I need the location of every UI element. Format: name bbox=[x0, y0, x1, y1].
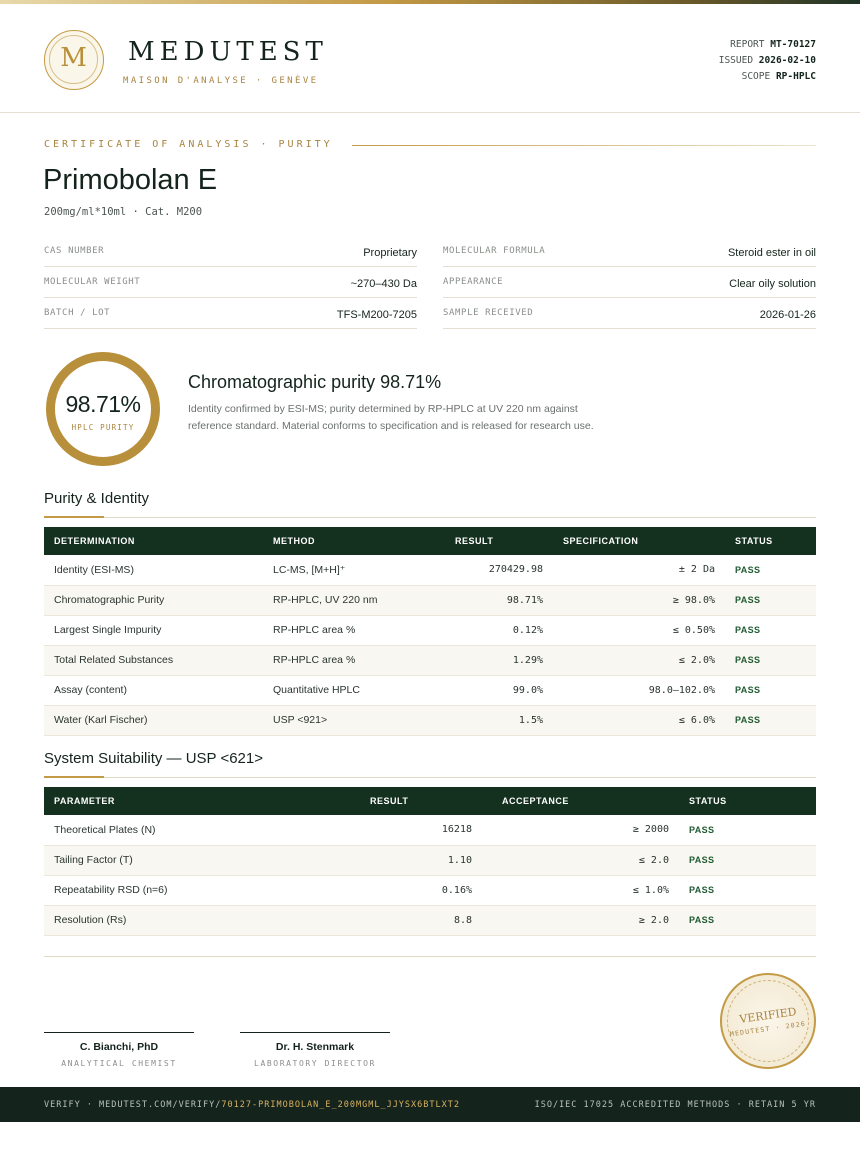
result-cell: 1.29% bbox=[433, 645, 553, 675]
brand-logo bbox=[44, 30, 104, 90]
section-underline bbox=[44, 517, 816, 518]
result-cell: 99.0% bbox=[433, 675, 553, 705]
parameter-cell: Tailing Factor (T) bbox=[44, 845, 360, 875]
table-row bbox=[44, 645, 816, 675]
table-row bbox=[44, 705, 816, 735]
determination-cell: Water (Karl Fischer) bbox=[44, 705, 263, 735]
kicker-divider bbox=[352, 145, 816, 146]
status-badge: PASS bbox=[679, 815, 816, 845]
table-header-row bbox=[44, 527, 816, 555]
table-header-row bbox=[44, 787, 816, 815]
product-subtitle: 200mg/ml*10ml · Cat. M200 bbox=[44, 206, 203, 218]
report-label: REPORT bbox=[730, 39, 765, 50]
purity-ring-label: HPLC PURITY bbox=[71, 423, 135, 432]
acceptance-cell: ≤ 2.0 bbox=[482, 845, 679, 875]
result-cell: 16218 bbox=[360, 815, 482, 845]
column-header: STATUS bbox=[725, 527, 816, 555]
signature-block bbox=[240, 1032, 390, 1068]
signatory-role: LABORATORY DIRECTOR bbox=[254, 1059, 376, 1068]
verify-line bbox=[44, 1100, 460, 1110]
product-title: Primobolan E bbox=[43, 164, 218, 196]
method-cell: USP <921> bbox=[263, 705, 433, 735]
seal-text: VERIFIED bbox=[738, 1005, 798, 1026]
method-cell: LC-MS, [M+H]⁺ bbox=[263, 555, 433, 585]
status-badge: PASS bbox=[725, 645, 816, 675]
status-badge: PASS bbox=[679, 845, 816, 875]
determination-cell: Identity (ESI-MS) bbox=[44, 555, 263, 585]
spec-cell: 98.0–102.0% bbox=[553, 675, 725, 705]
spec-cell: ≥ 98.0% bbox=[553, 585, 725, 615]
logo-letter: M bbox=[60, 43, 87, 73]
property-row bbox=[443, 236, 816, 267]
scope-label: SCOPE bbox=[741, 71, 771, 82]
acceptance-cell: ≤ 1.0% bbox=[482, 875, 679, 905]
table-row bbox=[44, 875, 816, 905]
table-row bbox=[44, 845, 816, 875]
parameter-cell: Repeatability RSD (n=6) bbox=[44, 875, 360, 905]
method-cell: RP-HPLC area % bbox=[263, 615, 433, 645]
system-suitability-table bbox=[44, 787, 816, 936]
signatory-role: ANALYTICAL CHEMIST bbox=[61, 1059, 177, 1068]
brand-subtitle: MAISON D'ANALYSE · GENÈVE bbox=[123, 76, 319, 86]
purity-ring-value: 98.71% bbox=[65, 391, 141, 417]
spec-cell: ± 2 Da bbox=[553, 555, 725, 585]
signatory-name: Dr. H. Stenmark bbox=[275, 1041, 355, 1053]
property-label: MOLECULAR FORMULA bbox=[443, 246, 546, 256]
column-header: DETERMINATION bbox=[44, 527, 263, 555]
spec-cell: ≤ 6.0% bbox=[553, 705, 725, 735]
status-badge: PASS bbox=[725, 555, 816, 585]
spec-cell: ≤ 0.50% bbox=[553, 615, 725, 645]
property-row bbox=[44, 298, 417, 329]
status-badge: PASS bbox=[725, 705, 816, 735]
section-title-suitability: System Suitability — USP <621> bbox=[44, 750, 263, 767]
property-label: BATCH / LOT bbox=[44, 308, 111, 318]
verify-prefix: VERIFY · MEDUTEST.COM/VERIFY/ bbox=[44, 1100, 222, 1110]
status-badge: PASS bbox=[725, 675, 816, 705]
report-meta bbox=[719, 37, 816, 85]
property-value: ~270–430 Da bbox=[350, 278, 417, 290]
property-value: Proprietary bbox=[363, 247, 417, 259]
result-cell: 0.16% bbox=[360, 875, 482, 905]
property-row bbox=[44, 236, 417, 267]
method-cell: RP-HPLC, UV 220 nm bbox=[263, 585, 433, 615]
status-badge: PASS bbox=[679, 905, 816, 935]
determination-cell: Total Related Substances bbox=[44, 645, 263, 675]
property-label: APPEARANCE bbox=[443, 277, 504, 287]
properties-left bbox=[44, 236, 417, 329]
issued-label: ISSUED bbox=[718, 55, 754, 66]
determination-cell: Largest Single Impurity bbox=[44, 615, 263, 645]
property-row bbox=[443, 298, 816, 329]
verified-seal bbox=[720, 973, 816, 1069]
property-value: Clear oily solution bbox=[729, 278, 816, 290]
result-cell: 0.12% bbox=[433, 615, 553, 645]
table-row bbox=[44, 555, 816, 585]
method-cell: RP-HPLC area % bbox=[263, 645, 433, 675]
column-header: PARAMETER bbox=[44, 787, 360, 815]
column-header: STATUS bbox=[679, 787, 816, 815]
table-row bbox=[44, 615, 816, 645]
acceptance-cell: ≥ 2000 bbox=[482, 815, 679, 845]
result-cell: 1.10 bbox=[360, 845, 482, 875]
result-cell: 1.5% bbox=[433, 705, 553, 735]
property-label: SAMPLE RECEIVED bbox=[443, 308, 534, 318]
determination-cell: Chromatographic Purity bbox=[44, 585, 263, 615]
accreditation-note: ISO/IEC 17025 ACCREDITED METHODS · RETAIN 5 YR bbox=[534, 1100, 816, 1110]
status-badge: PASS bbox=[679, 875, 816, 905]
signature-divider bbox=[44, 956, 816, 957]
scope-value: RP-HPLC bbox=[775, 71, 816, 82]
column-header: METHOD bbox=[263, 527, 433, 555]
spec-cell: ≤ 2.0% bbox=[553, 645, 725, 675]
verify-link[interactable]: 70127-PRIMOBOLAN_E_200MGML_JJYSX6BTLXT2 bbox=[221, 1100, 460, 1110]
property-value: Steroid ester in oil bbox=[727, 247, 816, 259]
properties-right bbox=[443, 236, 816, 329]
property-value: 2026-01-26 bbox=[759, 309, 816, 321]
table-row bbox=[44, 675, 816, 705]
column-header: ACCEPTANCE bbox=[482, 787, 679, 815]
result-cell: 270429.98 bbox=[433, 555, 553, 585]
purity-description: Identity confirmed by ESI-MS; purity determined by RP-HPLC at UV 220 nm against reference standard. Material conforms to specification and is released for research use. bbox=[188, 403, 594, 432]
property-row bbox=[443, 267, 816, 298]
result-cell: 98.71% bbox=[433, 585, 553, 615]
table-row bbox=[44, 585, 816, 615]
property-label: MOLECULAR WEIGHT bbox=[44, 277, 141, 287]
parameter-cell: Resolution (Rs) bbox=[44, 905, 360, 935]
result-cell: 8.8 bbox=[360, 905, 482, 935]
column-header: RESULT bbox=[360, 787, 482, 815]
signatory-name: C. Bianchi, PhD bbox=[79, 1041, 159, 1053]
status-badge: PASS bbox=[725, 585, 816, 615]
purity-title: Chromatographic purity 98.71% bbox=[188, 372, 442, 392]
brand-name: MEDUTEST bbox=[128, 37, 328, 67]
issued-date: 2026-02-10 bbox=[758, 55, 816, 66]
table-row bbox=[44, 815, 816, 845]
footer bbox=[0, 1087, 860, 1122]
column-header: RESULT bbox=[433, 527, 553, 555]
section-underline bbox=[44, 777, 816, 778]
seal-subtext: MEDUTEST · 2026 bbox=[729, 1019, 807, 1039]
property-label: CAS NUMBER bbox=[44, 246, 105, 256]
column-header: SPECIFICATION bbox=[553, 527, 725, 555]
acceptance-cell: ≥ 2.0 bbox=[482, 905, 679, 935]
section-title-purity: Purity & Identity bbox=[44, 490, 150, 507]
purity-identity-table bbox=[44, 527, 816, 736]
parameter-cell: Theoretical Plates (N) bbox=[44, 815, 360, 845]
property-row bbox=[44, 267, 417, 298]
property-value: TFS-M200-7205 bbox=[336, 309, 417, 321]
table-row bbox=[44, 905, 816, 935]
signature-block bbox=[44, 1032, 194, 1068]
certificate-kicker: CERTIFICATE OF ANALYSIS · PURITY bbox=[44, 139, 333, 150]
status-badge: PASS bbox=[725, 615, 816, 645]
purity-ring bbox=[46, 352, 160, 466]
method-cell: Quantitative HPLC bbox=[263, 675, 433, 705]
header bbox=[0, 4, 860, 113]
determination-cell: Assay (content) bbox=[44, 675, 263, 705]
report-number: MT-70127 bbox=[770, 39, 816, 50]
